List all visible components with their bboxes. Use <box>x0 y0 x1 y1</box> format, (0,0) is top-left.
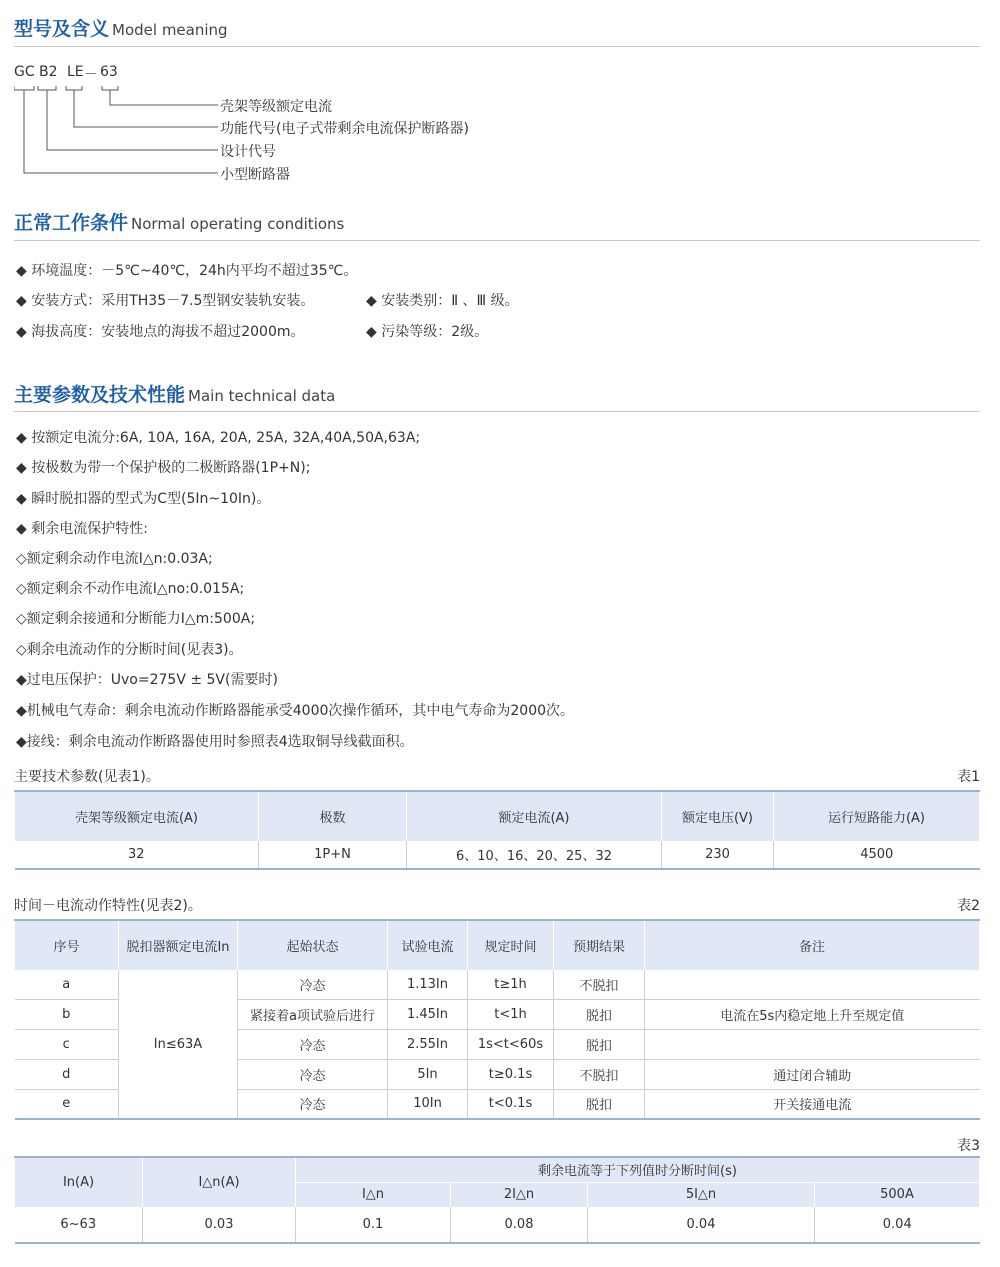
table1-header: 额定电压(V) <box>662 791 774 841</box>
table3-cell: 0.03 <box>143 1207 296 1243</box>
model-code-dash: － <box>84 67 98 83</box>
table2-cell-rated: In≤63A <box>119 970 238 1119</box>
table2-cell-state: 冷态 <box>238 1059 388 1089</box>
condition-install: ◆ 安装方式：采用TH35－7.5型钢安装轨安装。 <box>16 293 315 309</box>
tech-item: ◇额定剩余动作电流I△n:0.03A; <box>16 551 213 567</box>
model-desc-current: 壳架等级额定电流 <box>220 99 332 115</box>
condition-temperature: ◆ 环境温度：－5℃~40℃，24h内平均不超过35℃。 <box>16 263 358 279</box>
divider <box>14 46 980 47</box>
divider <box>14 240 980 241</box>
table1-cell: 230 <box>662 841 774 869</box>
table2-cell-result: 不脱扣 <box>554 970 645 999</box>
table2-cell-note: 通过闭合辅助 <box>645 1059 980 1089</box>
table3-cell: 0.04 <box>588 1207 815 1243</box>
model-desc-type: 小型断路器 <box>220 167 290 183</box>
tech-item: ◆接线：剩余电流动作断路器使用时参照表4选取铜导线截面积。 <box>16 734 414 750</box>
model-code-le: LE <box>67 64 84 80</box>
tech-item: ◇额定剩余接通和分断能力I△m:500A; <box>16 611 256 627</box>
table2-cell-no: c <box>15 1029 119 1059</box>
table2-cell-note: 开关接通电流 <box>645 1089 980 1119</box>
table2-header: 脱扣器额定电流In <box>119 920 238 970</box>
model-code-num: 63 <box>100 64 118 80</box>
table2-number: 表2 <box>957 898 980 914</box>
table2-cell-note <box>645 970 980 999</box>
table1-header: 极数 <box>259 791 407 841</box>
table3-subheader: I△n <box>296 1182 451 1207</box>
table2-cell-no: d <box>15 1059 119 1089</box>
table2-header: 试验电流 <box>388 920 468 970</box>
table-row <box>15 1207 980 1243</box>
table2-cell-time: t<1h <box>468 999 554 1029</box>
section-title-model <box>14 14 228 41</box>
table2-cell-current: 5In <box>388 1059 468 1089</box>
table2-cell-time: t≥1h <box>468 970 554 999</box>
tech-item: ◆机械电气寿命：剩余电流动作断路器能承受4000次操作循环，其中电气寿命为2000次。 <box>16 703 575 719</box>
table2-cell-result: 脱扣 <box>554 999 645 1029</box>
table2-cell-state: 冷态 <box>238 1089 388 1119</box>
table2-cell-state: 冷态 <box>238 970 388 999</box>
table1-cell: 32 <box>15 841 259 869</box>
table2-cell-current: 1.13In <box>388 970 468 999</box>
table3-cell: 6~63 <box>15 1207 143 1243</box>
tech-item: ◇额定剩余不动作电流I△no:0.015A; <box>16 581 245 597</box>
section-title-model-en: Model meaning <box>112 21 228 39</box>
condition-category: ◆ 安装类别：Ⅱ 、Ⅲ 级。 <box>366 293 519 309</box>
table-row <box>15 970 980 999</box>
table1-header: 壳架等级额定电流(A) <box>15 791 259 841</box>
condition-altitude: ◆ 海拔高度：安装地点的海拔不超过2000m。 <box>16 324 305 340</box>
table2-cell-result: 脱扣 <box>554 1089 645 1119</box>
table2-cell-no: a <box>15 970 119 999</box>
table2-header: 预期结果 <box>554 920 645 970</box>
tech-item: ◆ 瞬时脱扣器的型式为C型(5In~10In)。 <box>16 491 271 507</box>
table2-cell-state: 冷态 <box>238 1029 388 1059</box>
table2-header: 规定时间 <box>468 920 554 970</box>
model-desc-function: 功能代号(电子式带剩余电流保护断路器) <box>220 121 469 137</box>
tech-item: ◆ 按额定电流分:6A, 10A, 16A, 20A, 25A, 32A,40A,50A,63A; <box>16 430 421 446</box>
table2-cell-note: 电流在5s内稳定地上升至规定值 <box>645 999 980 1029</box>
table2-cell-no: e <box>15 1089 119 1119</box>
table3-cell: 0.08 <box>451 1207 588 1243</box>
table3 <box>14 1156 980 1244</box>
table2-cell-state: 紧接着a项试验后进行 <box>238 999 388 1029</box>
table1-header: 运行短路能力(A) <box>774 791 980 841</box>
table-row <box>15 841 980 869</box>
section-title-conditions-cn: 正常工作条件 <box>14 212 129 234</box>
table2-cell-current: 2.55In <box>388 1029 468 1059</box>
tech-item: ◆ 按极数为带一个保护极的二极断路器(1P+N); <box>16 460 311 476</box>
table2-cell-result: 不脱扣 <box>554 1059 645 1089</box>
table3-subheader: 2I△n <box>451 1182 588 1207</box>
table2-cell-current: 1.45In <box>388 999 468 1029</box>
table2-cell-time: t<0.1s <box>468 1089 554 1119</box>
section-title-technical-en: Main technical data <box>188 387 336 405</box>
table2-caption: 时间－电流动作特性(见表2)。 <box>14 898 202 914</box>
table3-header-group: 剩余电流等于下列值时分断时间(s) <box>296 1157 980 1182</box>
section-title-conditions-en: Normal operating conditions <box>131 215 345 233</box>
table3-cell: 0.1 <box>296 1207 451 1243</box>
section-title-conditions <box>14 208 344 235</box>
tech-item: ◇剩余电流动作的分断时间(见表3)。 <box>16 642 243 658</box>
table2-header: 备注 <box>645 920 980 970</box>
table3-subheader: 500A <box>815 1182 980 1207</box>
table3-header-in: In(A) <box>15 1157 143 1207</box>
section-title-model-cn: 型号及含义 <box>14 18 110 40</box>
table1-cell: 1P+N <box>259 841 407 869</box>
divider <box>14 411 980 412</box>
table1-header: 额定电流(A) <box>407 791 662 841</box>
table3-number: 表3 <box>957 1138 980 1154</box>
table2-cell-time: 1s<t<60s <box>468 1029 554 1059</box>
section-title-technical-cn: 主要参数及技术性能 <box>14 384 186 406</box>
model-code-b2: B2 <box>39 64 58 80</box>
model-code-gc: GC <box>14 64 35 80</box>
table2-cell-result: 脱扣 <box>554 1029 645 1059</box>
table2-header: 起始状态 <box>238 920 388 970</box>
table2 <box>14 919 980 1120</box>
model-desc-design: 设计代号 <box>220 144 276 160</box>
table3-header-idn: I△n(A) <box>143 1157 296 1207</box>
table2-cell-no: b <box>15 999 119 1029</box>
table1-number: 表1 <box>957 769 980 785</box>
table2-cell-note <box>645 1029 980 1059</box>
table1-cell: 6、10、16、20、25、32 <box>407 841 662 869</box>
table1-caption: 主要技术参数(见表1)。 <box>14 769 160 785</box>
table3-cell: 0.04 <box>815 1207 980 1243</box>
table1-cell: 4500 <box>774 841 980 869</box>
section-title-technical <box>14 380 335 407</box>
table2-header: 序号 <box>15 920 119 970</box>
tech-item: ◆ 剩余电流保护特性: <box>16 521 148 537</box>
tech-item: ◆过电压保护：Uvo=275V ± 5V(需要时) <box>16 672 278 688</box>
condition-pollution: ◆ 污染等级：2级。 <box>366 324 489 340</box>
table2-cell-time: t≥0.1s <box>468 1059 554 1089</box>
table2-cell-current: 10In <box>388 1089 468 1119</box>
table3-subheader: 5I△n <box>588 1182 815 1207</box>
model-bracket-lines <box>14 64 224 184</box>
table1 <box>14 790 980 870</box>
